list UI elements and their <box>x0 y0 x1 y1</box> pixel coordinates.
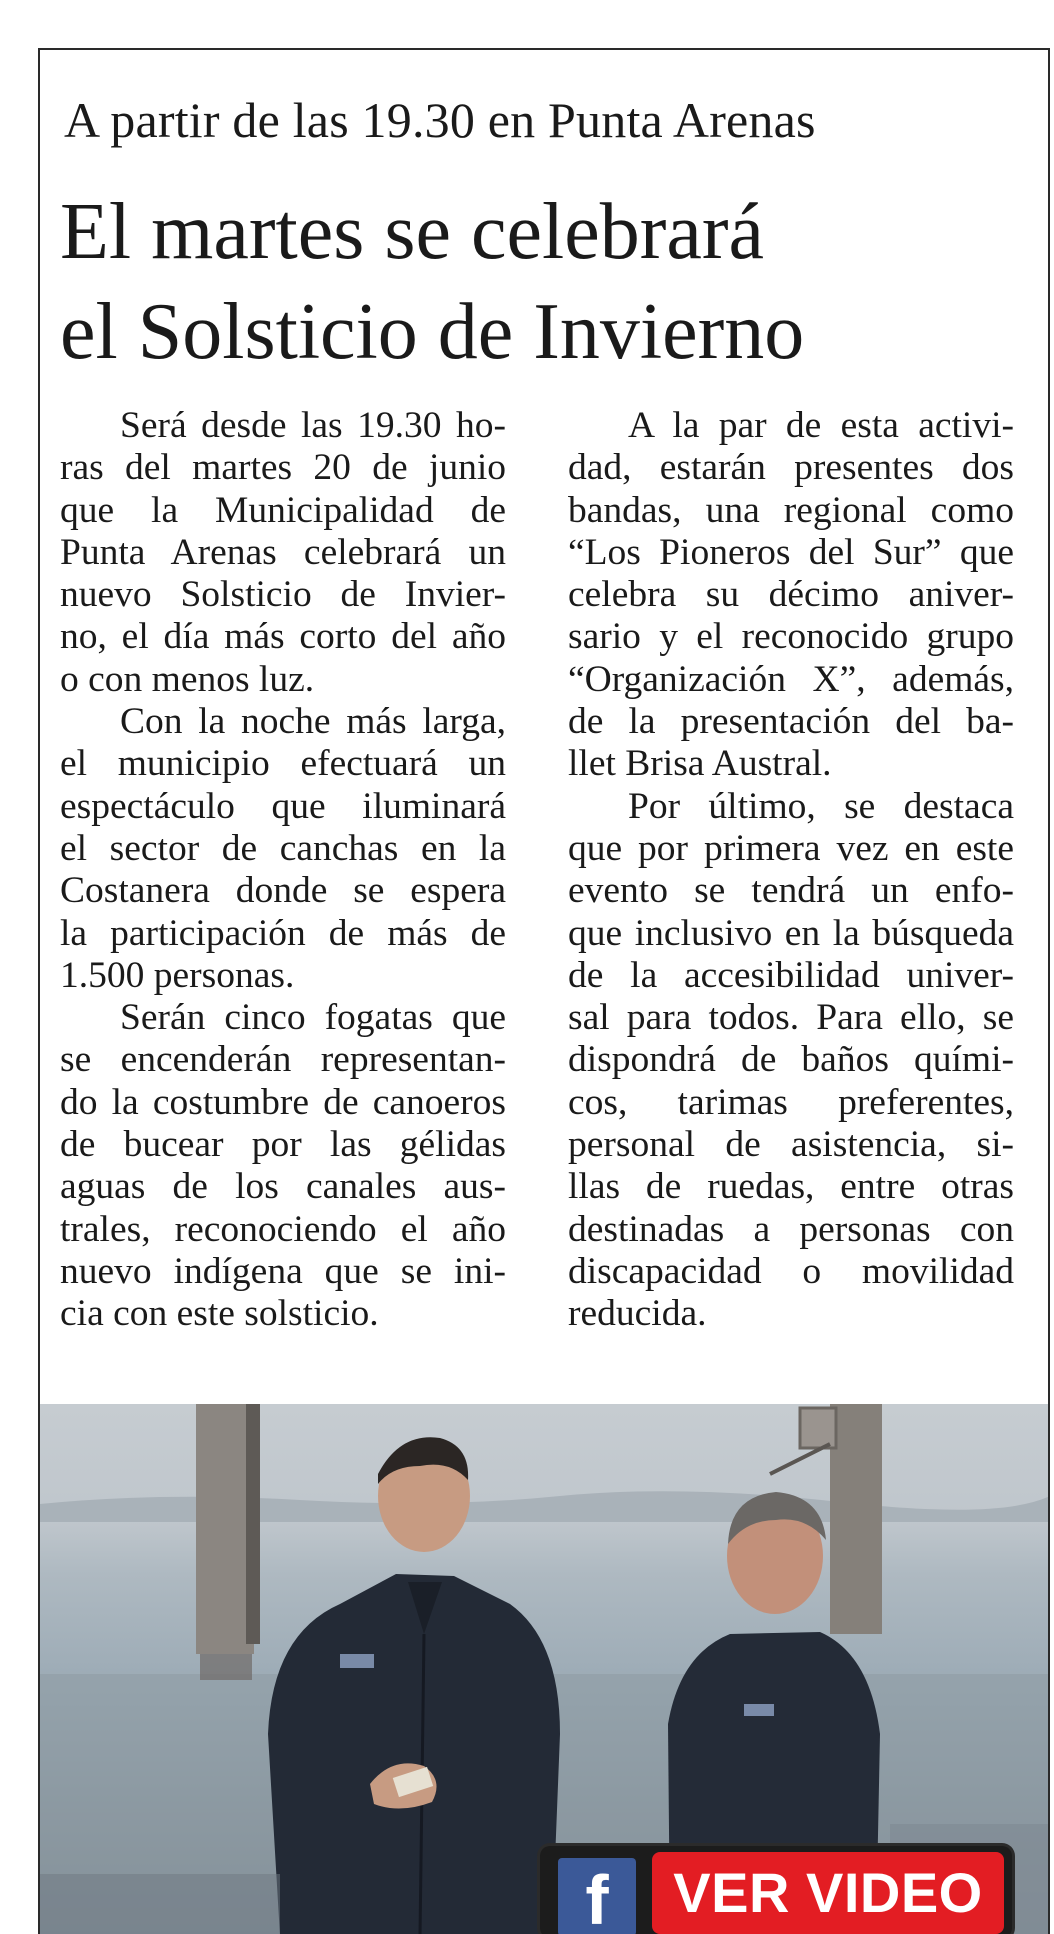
text-line: se encenderán representan- <box>60 1039 506 1081</box>
article-headline <box>60 182 804 382</box>
text-line: Por último, se destaca <box>628 785 1014 827</box>
ver-video-label: VER VIDEO <box>673 1861 983 1924</box>
text-line: A la par de esta activi- <box>628 405 1014 446</box>
text-line: que por primera vez en este <box>568 827 1014 869</box>
text-line: Con la noche más larga, <box>120 701 506 743</box>
text-line: o con menos luz. <box>60 658 315 700</box>
text-line: que la Municipalidad de <box>60 489 506 531</box>
ver-video-label-box <box>652 1852 1004 1934</box>
text-line: la participación de más de <box>60 912 506 954</box>
text-line: que inclusivo en la búsqueda <box>568 912 1014 954</box>
text-line: evento se tendrá un enfo- <box>568 870 1014 912</box>
headline-line: el Solsticio de Invierno <box>60 288 805 376</box>
man-left-jacket <box>268 1574 560 1934</box>
text-line: 1.500 personas. <box>60 954 295 996</box>
article-frame <box>38 48 1050 1934</box>
text-line: de la presentación del ba- <box>568 701 1014 743</box>
text-line: “Los Pioneros del Sur” que <box>568 531 1014 573</box>
article-photo <box>40 1404 1050 1934</box>
article-column-left <box>60 405 506 1336</box>
text-line: trales, reconociendo el año <box>60 1208 506 1250</box>
article-column-right <box>568 405 1014 1336</box>
text-line: “Organización X”, además, <box>568 658 1014 700</box>
text-line: el sector de canchas en la <box>60 827 506 869</box>
basketball-hoop <box>800 1408 836 1448</box>
text-line: discapacidad o movilidad <box>568 1250 1014 1292</box>
text-line: Será desde las 19.30 ho- <box>120 405 506 446</box>
ver-video-button[interactable] <box>540 1846 1012 1934</box>
text-line: cos, tarimas preferentes, <box>568 1081 1014 1123</box>
text-line: llas de ruedas, entre otras <box>568 1166 1014 1208</box>
text-line: destinadas a personas con <box>568 1208 1014 1250</box>
text-line: bandas, una regional como <box>568 489 1014 531</box>
text-line: el municipio efectuará un <box>60 743 506 785</box>
text-line: nuevo Solsticio de Invier- <box>60 574 506 616</box>
facebook-icon: f <box>558 1858 636 1934</box>
text-line: cia con este solsticio. <box>60 1293 379 1335</box>
text-line: no, el día más corto del año <box>60 616 506 658</box>
distant-hills <box>40 1491 1050 1522</box>
text-line: espectáculo que iluminará <box>60 785 506 827</box>
text-line: celebra su décimo aniver- <box>568 574 1014 616</box>
text-line: Punta Arenas celebrará un <box>60 531 506 573</box>
text-line: ras del martes 20 de junio <box>60 447 506 489</box>
text-line: nuevo indígena que se ini- <box>60 1250 506 1292</box>
text-line: aguas de los canales aus- <box>60 1166 506 1208</box>
text-line: do la costumbre de canoeros <box>60 1081 506 1123</box>
text-line: personal de asistencia, si- <box>568 1124 1014 1166</box>
text-line: llet Brisa Austral. <box>568 743 832 785</box>
headline-line: El martes se celebrará <box>60 188 765 276</box>
text-line: de bucear por las gélidas <box>60 1124 506 1166</box>
text-line: Serán cinco fogatas que <box>120 997 506 1039</box>
text-line: dispondrá de baños quími- <box>568 1039 1014 1081</box>
text-line: de la accesibilidad univer- <box>568 954 1014 996</box>
text-line: dad, estarán presentes dos <box>568 447 1014 489</box>
article-kicker: A partir de las 19.30 en Punta Arenas <box>64 92 816 148</box>
pillar-right <box>830 1404 882 1634</box>
text-line: sario y el reconocido grupo <box>568 616 1014 658</box>
text-line: sal para todos. Para ello, se <box>568 997 1014 1039</box>
pillar-left <box>196 1404 254 1654</box>
text-line: Costanera donde se espera <box>60 870 506 912</box>
text-line: reducida. <box>568 1293 707 1335</box>
